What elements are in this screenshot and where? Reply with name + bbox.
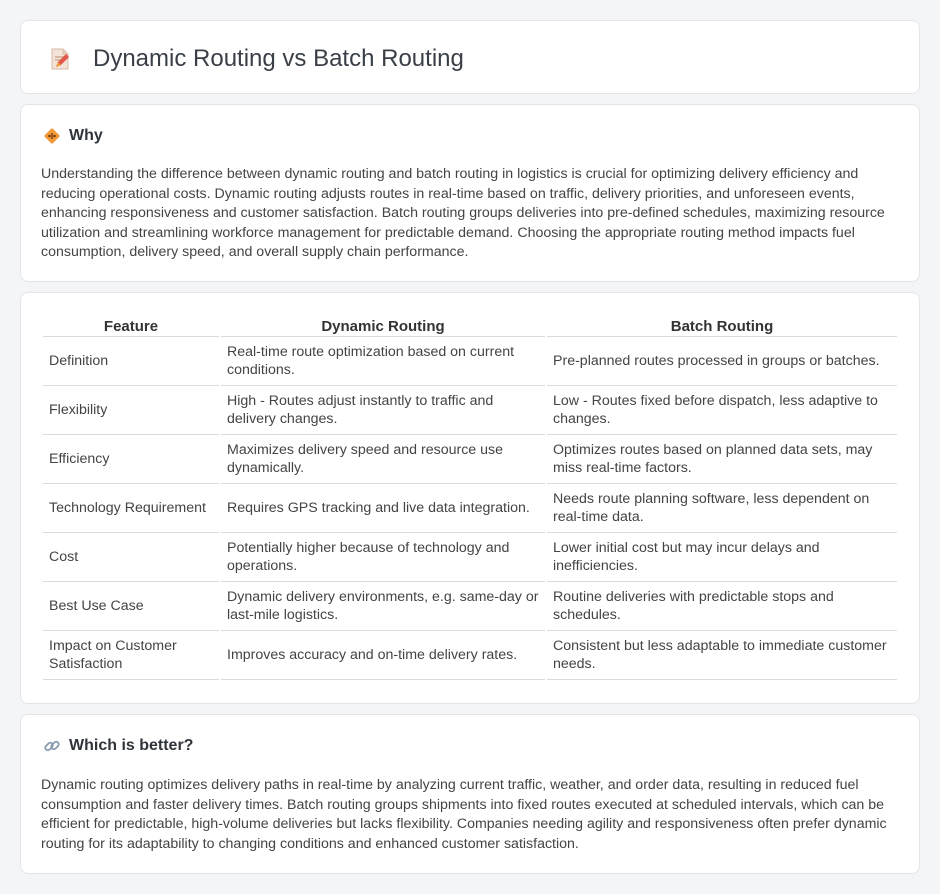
header-card <box>20 20 920 94</box>
feature-cell: Flexibility <box>43 386 219 435</box>
title-row <box>47 45 464 73</box>
table-row <box>43 484 897 533</box>
why-heading <box>43 127 103 145</box>
diamond-sign-icon <box>43 127 61 145</box>
table-row <box>43 435 897 484</box>
dynamic-cell: Maximizes delivery speed and resource use dynamically. <box>221 435 545 484</box>
header-feature: Feature <box>43 317 219 337</box>
table-row <box>43 533 897 582</box>
feature-cell: Best Use Case <box>43 582 219 631</box>
batch-cell: Consistent but less adaptable to immediate customer needs. <box>547 631 897 680</box>
batch-cell: Lower initial cost but may incur delays and inefficiencies. <box>547 533 897 582</box>
feature-cell: Definition <box>43 337 219 386</box>
dynamic-cell: High - Routes adjust instantly to traffic and delivery changes. <box>221 386 545 435</box>
page-title: Dynamic Routing vs Batch Routing <box>93 45 464 72</box>
table-header-row <box>43 317 897 337</box>
why-title: Why <box>69 127 103 144</box>
table-row <box>43 631 897 680</box>
dynamic-cell: Improves accuracy and on-time delivery rates. <box>221 631 545 680</box>
dynamic-cell: Real-time route optimization based on current conditions. <box>221 337 545 386</box>
batch-cell: Low - Routes fixed before dispatch, less adaptive to changes. <box>547 386 897 435</box>
feature-cell: Technology Requirement <box>43 484 219 533</box>
batch-cell: Routine deliveries with predictable stops and schedules. <box>547 582 897 631</box>
header-batch-routing: Batch Routing <box>547 317 897 337</box>
table-row <box>43 386 897 435</box>
comparison-section <box>20 292 920 704</box>
better-paragraph: Dynamic routing optimizes delivery paths in real-time by analyzing current traffic, weather, and order data, resulting in reduced fuel consumption and faster delivery times. Batch routing groups shipments into fixed routes executed at scheduled intervals, which can be efficient for predictable, high-volume deliveries but lacks flexibility. Companies needing agility and responsiveness often prefer dynamic routing for its adaptability to changing conditions and enhanced customer satisfaction. <box>41 777 887 852</box>
batch-cell: Optimizes routes based on planned data sets, may miss real-time factors. <box>547 435 897 484</box>
header-dynamic-routing: Dynamic Routing <box>221 317 545 337</box>
why-paragraph: Understanding the difference between dynamic routing and batch routing in logistics is crucial for optimizing delivery efficiency and reducing operational costs. Dynamic routing adjusts routes in real-time based on traffic, delivery priorities, and unforeseen events, enhancing responsiveness and customer satisfaction. Batch routing groups deliveries into pre-defined schedules, maximizing resource utilization and streamlining workforce management for predictable demand. Choosing the appropriate routing method impacts fuel consumption, delivery speed, and overall supply chain performance. <box>41 166 885 261</box>
table-row <box>43 582 897 631</box>
document-pencil-icon <box>47 46 73 72</box>
better-heading <box>43 737 193 755</box>
better-title: Which is better? <box>69 737 194 754</box>
batch-cell: Pre-planned routes processed in groups or batches. <box>547 337 897 386</box>
why-section <box>20 104 920 282</box>
comparison-table <box>41 317 899 680</box>
dynamic-cell: Potentially higher because of technology and operations. <box>221 533 545 582</box>
table-row <box>43 337 897 386</box>
dynamic-cell: Dynamic delivery environments, e.g. same-day or last-mile logistics. <box>221 582 545 631</box>
feature-cell: Efficiency <box>43 435 219 484</box>
feature-cell: Impact on Customer Satisfaction <box>43 631 219 680</box>
feature-cell: Cost <box>43 533 219 582</box>
link-icon <box>43 737 61 755</box>
which-is-better-section <box>20 714 920 874</box>
dynamic-cell: Requires GPS tracking and live data integration. <box>221 484 545 533</box>
batch-cell: Needs route planning software, less dependent on real-time data. <box>547 484 897 533</box>
